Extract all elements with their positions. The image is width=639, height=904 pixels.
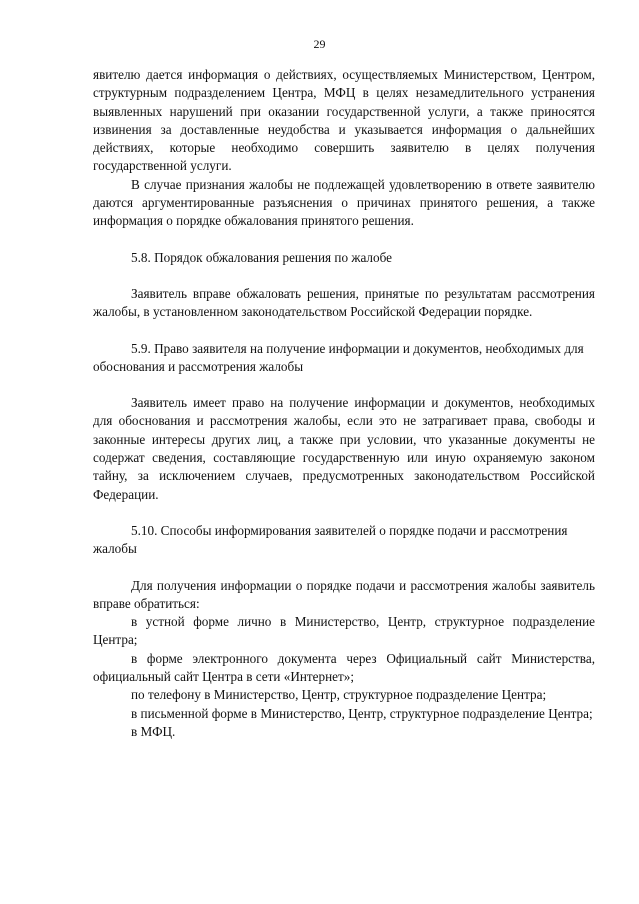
document-body [93, 66, 595, 741]
list-item-oral: в устной форме лично в Министерство, Центр, структурное подразделение Центра; [93, 614, 595, 648]
list-item-phone: по телефону в Министерство, Центр, структурное подразделение Центра; [131, 687, 547, 703]
spacer [93, 231, 595, 249]
section-heading-5-10: 5.10. Способы информирования заявителей о порядке подачи и рассмотрения жалобы [93, 522, 568, 557]
spacer [93, 267, 595, 285]
paragraph-appeal: Заявитель вправе обжаловать решения, принятые по результатам рассмотрения жалобы, в установленном законодательством Российской Федерации порядке. [93, 285, 595, 320]
paragraph-info-methods: Для получения информации о порядке подачи и рассмотрения жалобы заявитель вправе обратиться: [93, 577, 595, 611]
paragraph-rights: Заявитель имеет право на получение информации и документов, необходимых для обоснования и рассмотрения жалобы, если это не затрагивает права, свободы и законные интересы других лиц, а также при условии, что указанные документы не содержат сведения, составляющие государственную или иную охраняемую законом тайну, за исключением случаев, предусмотренных законодательством Российской Федерации. [93, 395, 595, 502]
page-number: 29 [313, 37, 326, 51]
spacer [93, 376, 595, 394]
spacer [93, 322, 595, 340]
paragraph-continuation: явителю дается информация о действиях, осуществляемых Министерством, Центром, структурным подразделением Центра, МФЦ в целях незамедлительного устранения выявленных нарушений при оказании государственной услуги, а также приносятся извинения за доставленные неудобства и указывается информация о дальнейших действиях, которые необходимо совершить заявителю в целях получения государственной услуги. [93, 67, 595, 174]
section-heading-5-8: 5.8. Порядок обжалования решения по жалобе [131, 249, 393, 265]
list-item-mfc: в МФЦ. [131, 723, 176, 739]
paragraph-rejection: В случае признания жалобы не подлежащей удовлетворению в ответе заявителю даются аргументированные разъяснения о причинах принятого решения, а также информация о порядке обжалования принятого решения. [93, 176, 595, 229]
list-item-written: в письменной форме в Министерство, Центр, структурное подразделение Центра; [131, 705, 593, 721]
section-heading-5-9: 5.9. Право заявителя на получение информации и документов, необходимых для обоснования и рассмотрения жалобы [93, 340, 584, 374]
list-item-electronic: в форме электронного документа через Официальный сайт Министерства, официальный сайт Центра в сети «Интернет»; [93, 650, 595, 685]
spacer [93, 504, 595, 522]
spacer [93, 559, 595, 577]
